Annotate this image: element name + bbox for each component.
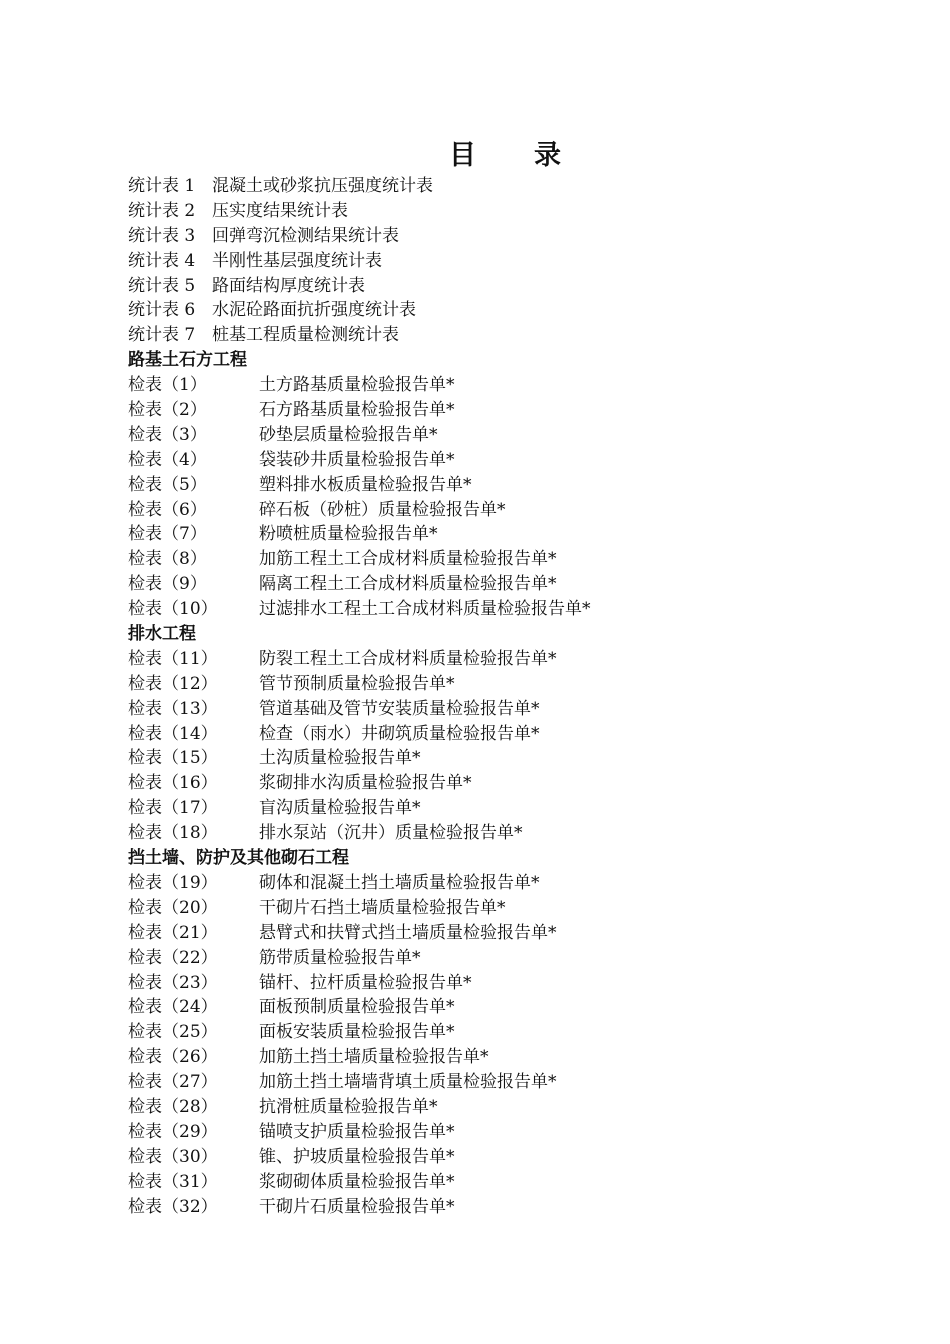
inspection-form-code: 检表（31） [128,1171,218,1192]
inspection-form-name: 加筋土挡土墙墙背填土质量检验报告单* [259,1072,557,1093]
inspection-form-code: 检表（30） [128,1146,218,1167]
inspection-form-name: 面板安装质量检验报告单* [259,1022,455,1043]
inspection-form-entry [128,821,888,846]
stat-table-entry [128,199,888,224]
inspection-form-entry [128,423,888,448]
inspection-form-code: 检表（10） [128,599,218,620]
inspection-form-name: 筋带质量检验报告单* [259,947,421,968]
inspection-form-entry [128,746,888,771]
stat-table-code: 统计表 3 [128,225,196,246]
inspection-form-name: 管节预制质量检验报告单* [259,673,455,694]
inspection-form-name: 隔离工程土工合成材料质量检验报告单* [259,574,557,595]
inspection-form-name: 防裂工程土工合成材料质量检验报告单* [259,648,557,669]
title-char-1: 目 [449,140,476,171]
inspection-form-entry [128,572,888,597]
inspection-form-name: 砂垫层质量检验报告单* [259,424,438,445]
title-char-2: 录 [534,140,561,171]
stat-table-name: 水泥砼路面抗折强度统计表 [212,300,416,321]
inspection-form-code: 检表（8） [128,549,207,570]
stat-table-name: 压实度结果统计表 [212,200,348,221]
inspection-form-name: 抗滑桩质量检验报告单* [259,1096,438,1117]
stat-table-code: 统计表 1 [128,176,196,196]
inspection-form-code: 检表（19） [128,872,218,893]
inspection-form-code: 检表（21） [128,922,218,943]
inspection-form-name: 土沟质量检验报告单* [259,748,421,769]
stat-table-code: 统计表 2 [128,200,196,221]
inspection-form-code: 检表（15） [128,748,218,769]
inspection-form-name: 土方路基质量检验报告单* [259,375,455,396]
inspection-form-code: 检表（16） [128,773,218,794]
inspection-form-entry [128,1120,888,1145]
inspection-form-name: 碎石板（砂桩）质量检验报告单* [259,499,506,520]
inspection-form-code: 检表（4） [128,449,207,470]
stat-table-code: 统计表 7 [128,325,196,346]
inspection-form-entry [128,1145,888,1170]
stat-table-name: 路面结构厚度统计表 [212,275,365,296]
inspection-form-name: 悬臂式和扶臂式挡土墙质量检验报告单* [259,922,557,943]
section-heading: 排水工程 [128,624,196,645]
inspection-form-entry [128,1020,888,1045]
inspection-form-entry [128,871,888,896]
inspection-form-entry [128,473,888,498]
inspection-form-entry [128,448,888,473]
inspection-form-code: 检表（27） [128,1072,218,1093]
inspection-form-entry [128,373,888,398]
inspection-form-entry [128,522,888,547]
stat-table-name: 混凝土或砂浆抗压强度统计表 [212,176,433,196]
stat-table-code: 统计表 4 [128,250,196,271]
inspection-form-code: 检表（22） [128,947,218,968]
inspection-form-code: 检表（3） [128,424,207,445]
stat-table-entry [128,298,888,323]
inspection-form-code: 检表（18） [128,823,218,844]
stat-table-entry [128,323,888,348]
inspection-form-code: 检表（12） [128,673,218,694]
inspection-form-code: 检表（29） [128,1121,218,1142]
inspection-form-code: 检表（25） [128,1022,218,1043]
stat-table-entry [128,174,888,199]
inspection-form-entry [128,398,888,423]
inspection-form-entry [128,946,888,971]
inspection-form-entry [128,597,888,622]
stat-table-entry [128,249,888,274]
inspection-form-code: 检表（13） [128,698,218,719]
inspection-form-entry [128,1170,888,1195]
inspection-form-name: 管道基础及管节安装质量检验报告单* [259,698,540,719]
inspection-form-entry [128,896,888,921]
inspection-form-entry [128,697,888,722]
inspection-form-code: 检表（7） [128,524,207,545]
stat-table-entry [128,274,888,299]
inspection-form-entry [128,647,888,672]
inspection-form-entry [128,796,888,821]
inspection-form-code: 检表（28） [128,1096,218,1117]
inspection-form-code: 检表（24） [128,997,218,1018]
inspection-form-code: 检表（1） [128,375,207,396]
inspection-form-entry [128,1095,888,1120]
inspection-form-entry [128,771,888,796]
inspection-form-code: 检表（17） [128,798,218,819]
page-title [0,133,950,172]
inspection-form-entry [128,971,888,996]
inspection-form-name: 面板预制质量检验报告单* [259,997,455,1018]
inspection-form-name: 砌体和混凝土挡土墙质量检验报告单* [259,872,540,893]
inspection-form-entry [128,921,888,946]
inspection-form-code: 检表（6） [128,499,207,520]
inspection-form-entry [128,498,888,523]
inspection-form-code: 检表（32） [128,1196,218,1217]
inspection-form-code: 检表（26） [128,1047,218,1068]
inspection-form-entry [128,722,888,747]
inspection-form-name: 盲沟质量检验报告单* [259,798,421,819]
inspection-form-name: 过滤排水工程土工合成材料质量检验报告单* [259,599,591,620]
inspection-form-entry [128,995,888,1020]
inspection-form-name: 加筋工程土工合成材料质量检验报告单* [259,549,557,570]
inspection-form-code: 检表（14） [128,723,218,744]
inspection-form-name: 干砌片石质量检验报告单* [259,1196,455,1217]
inspection-form-name: 检查（雨水）井砌筑质量检验报告单* [259,723,540,744]
inspection-form-code: 检表（23） [128,972,218,993]
section-heading: 路基土石方工程 [128,350,247,371]
inspection-form-name: 排水泵站（沉井）质量检验报告单* [259,823,523,844]
inspection-form-name: 加筋土挡土墙质量检验报告单* [259,1047,489,1068]
inspection-form-name: 袋装砂井质量检验报告单* [259,449,455,470]
inspection-form-code: 检表（20） [128,897,218,918]
inspection-form-name: 浆砌排水沟质量检验报告单* [259,773,472,794]
stat-table-name: 回弹弯沉检测结果统计表 [212,225,399,246]
inspection-form-entry [128,547,888,572]
inspection-form-name: 浆砌砌体质量检验报告单* [259,1171,455,1192]
inspection-form-name: 锥、护坡质量检验报告单* [259,1146,455,1167]
inspection-form-entry [128,672,888,697]
inspection-form-code: 检表（9） [128,574,207,595]
inspection-form-entry [128,1070,888,1095]
stat-table-code: 统计表 5 [128,275,196,296]
section-heading: 挡土墙、防护及其他砌石工程 [128,848,349,869]
inspection-form-entry [128,1045,888,1070]
stat-table-name: 半刚性基层强度统计表 [212,250,382,271]
stat-table-code: 统计表 6 [128,300,196,321]
inspection-form-name: 粉喷桩质量检验报告单* [259,524,438,545]
inspection-form-name: 塑料排水板质量检验报告单* [259,474,472,495]
inspection-form-name: 锚喷支护质量检验报告单* [259,1121,455,1142]
inspection-form-name: 干砌片石挡土墙质量检验报告单* [259,897,506,918]
inspection-form-name: 石方路基质量检验报告单* [259,400,455,421]
inspection-form-code: 检表（2） [128,400,207,421]
inspection-form-code: 检表（5） [128,474,207,495]
stat-table-entry [128,224,888,249]
inspection-form-code: 检表（11） [128,648,218,669]
stat-table-name: 桩基工程质量检测统计表 [212,325,399,346]
inspection-form-name: 锚杆、拉杆质量检验报告单* [259,972,472,993]
inspection-form-entry [128,1195,888,1220]
table-of-contents [128,174,888,1219]
